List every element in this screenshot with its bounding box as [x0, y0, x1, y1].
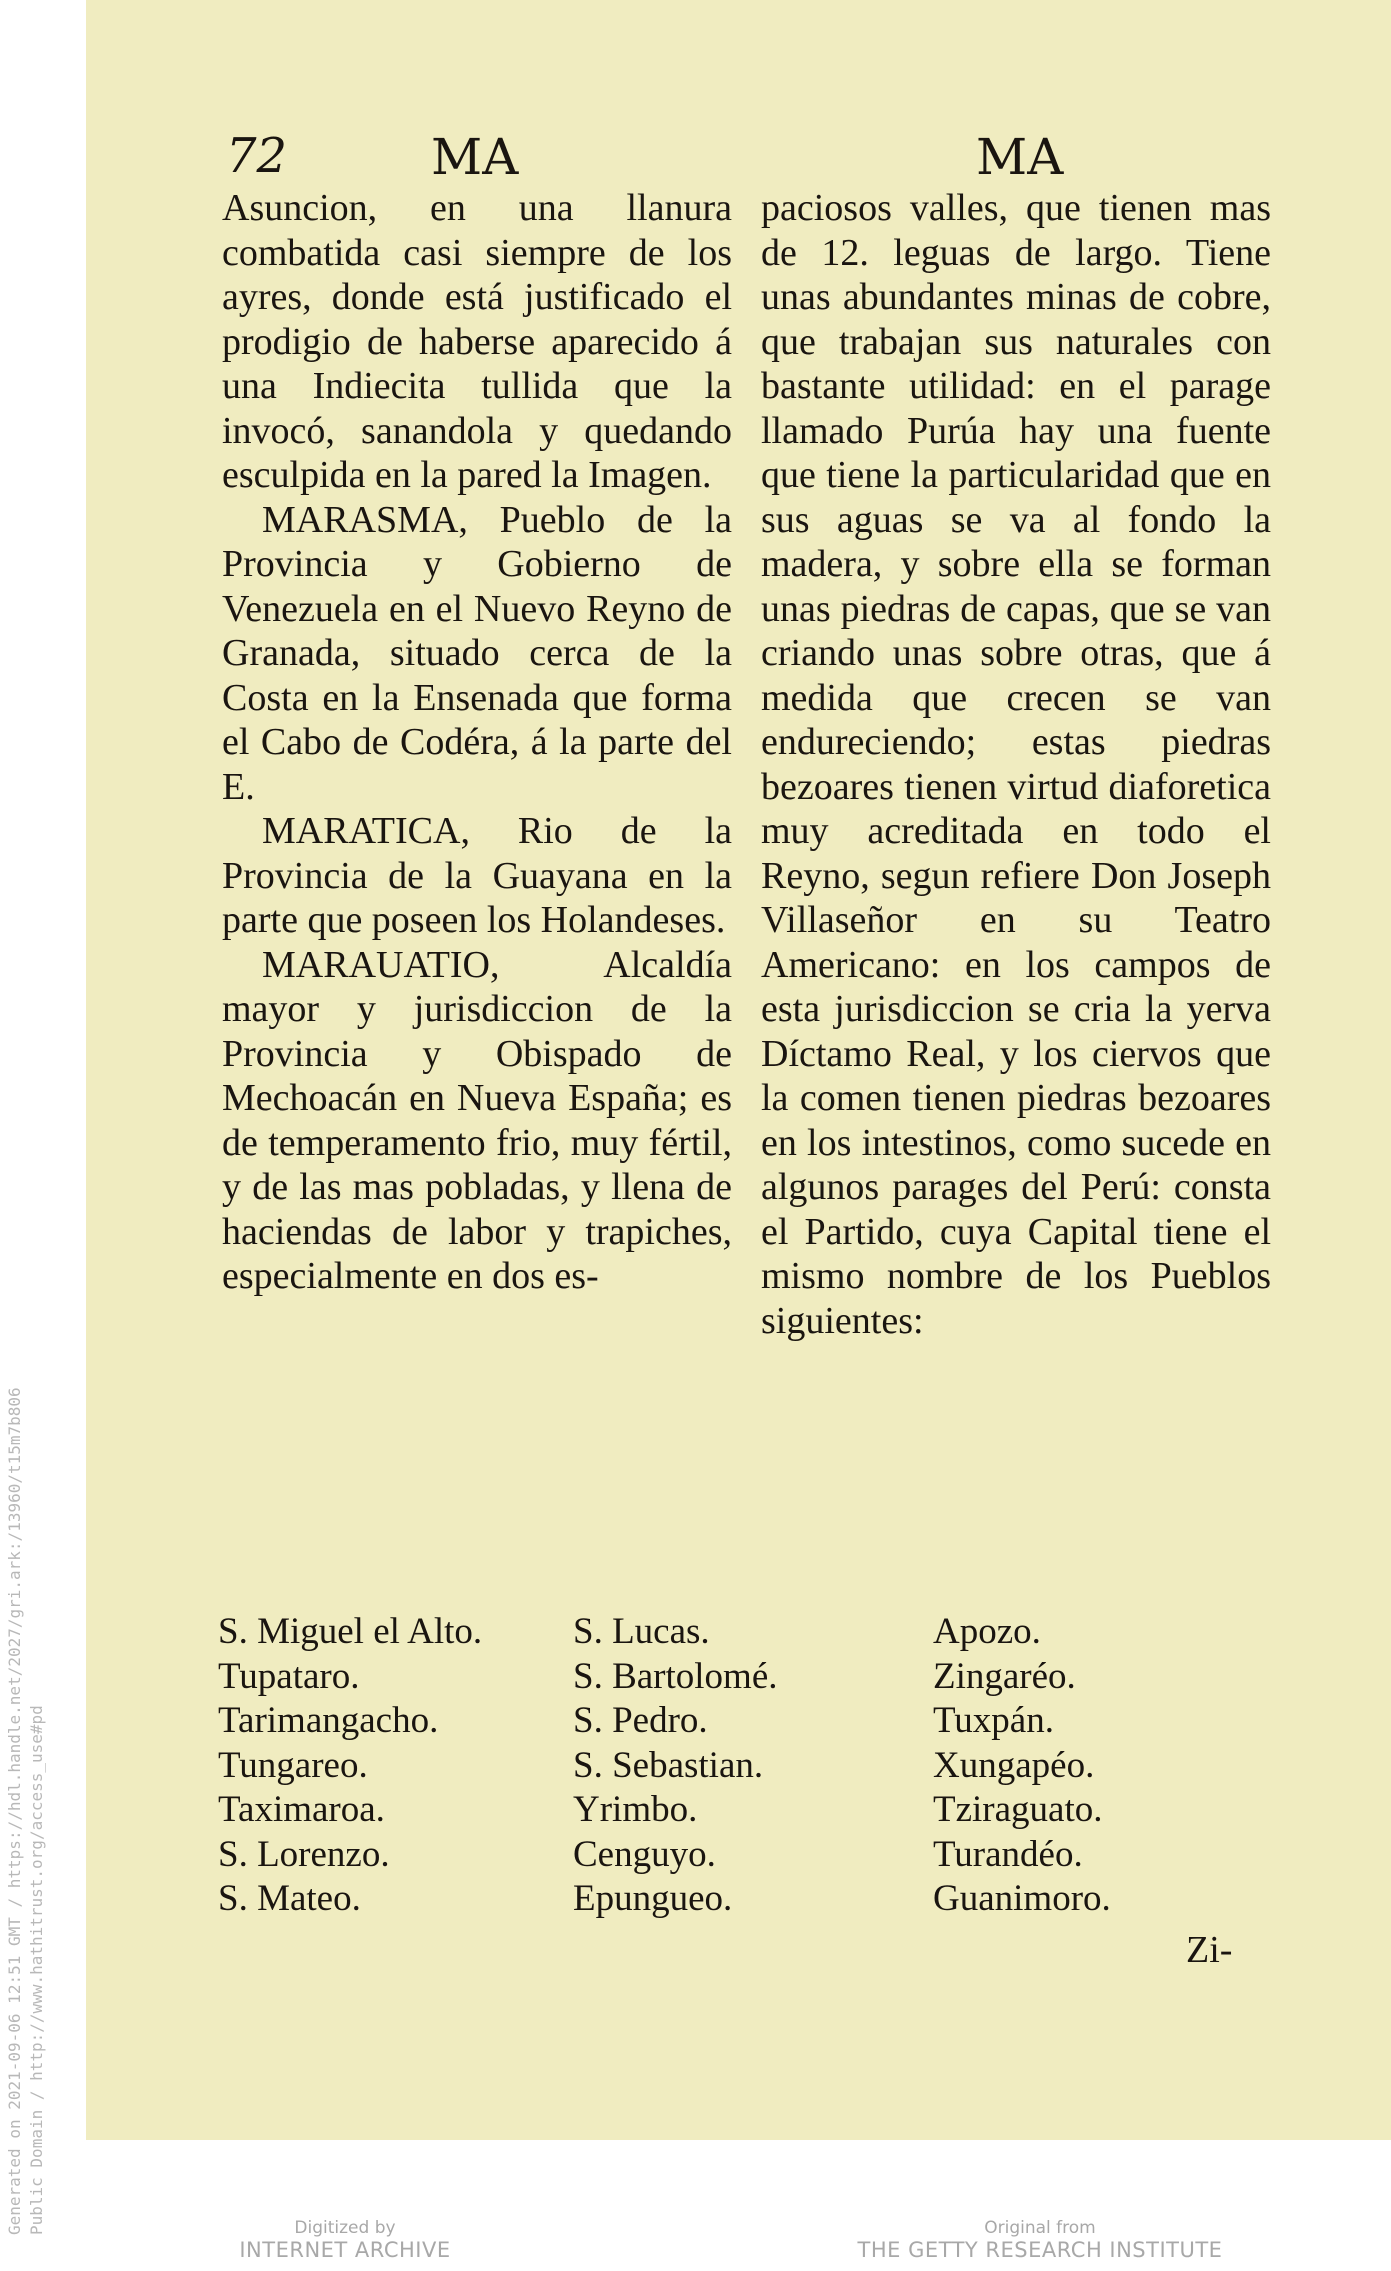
- entry-marasma: MARASMA, Pueblo de la Provincia y Gobierno de Venezuela en el Nuevo Reyno de Granada, situado cerca de la Costa en la Ensenada que forma el Cabo de Codéra, á la parte del E.: [222, 498, 732, 808]
- town-item: S. Pedro.: [573, 1700, 708, 1741]
- town-item: S. Mateo.: [218, 1878, 361, 1919]
- running-head-right: MA: [976, 128, 1064, 186]
- town-item: Taximaroa.: [218, 1789, 385, 1830]
- town-column-2: [573, 1610, 933, 1922]
- town-item: Turandéo.: [933, 1833, 1083, 1875]
- town-item: S. Sebastian.: [573, 1744, 764, 1786]
- stamp-line-generated: Generated on 2021-09-06 12:51 GMT / https://hdl.handle.net/2027/gri.ark:/13960/t15m7b806: [5, 1387, 24, 2235]
- town-item: Apozo.: [933, 1611, 1041, 1652]
- town-item: Tziraguato.: [933, 1789, 1103, 1830]
- town-item: Xungapéo.: [933, 1744, 1095, 1786]
- town-column-1: [218, 1610, 573, 1922]
- town-item: S. Miguel el Alto.: [218, 1611, 483, 1652]
- book-page: [86, 0, 1391, 2140]
- town-column-3: [933, 1610, 1233, 1922]
- paragraph-continuation: Asuncion, en una llanura combatida casi siempre de los ayres, donde está justificado el prodigio de haberse aparecido á una Indiecita tullida que la invocó, sanandola y quedando esculpida en la pared la Imagen.: [222, 187, 732, 496]
- entry-marauatio: MARAUATIO, Alcaldía mayor y jurisdiccion de la Provincia y Obispado de Mechoacán en Nueva España; es de temperamento frio, muy fértil, y de las mas pobladas, y llena de haciendas de labor y trapiches, especialmente en dos es-: [222, 943, 732, 1297]
- right-column: [761, 186, 1271, 1343]
- stamp-line-rights: Public Domain / http://www.hathitrust.org/access_use#pd: [27, 1705, 46, 2235]
- town-list: [218, 1610, 1318, 1922]
- town-item: S. Bartolomé.: [573, 1655, 778, 1697]
- town-item: Tupataro.: [218, 1655, 360, 1697]
- entry-maratica: MARATICA, Rio de la Provincia de la Guayana en la parte que poseen los Holandeses.: [222, 810, 732, 941]
- town-item: Yrimbo.: [573, 1789, 698, 1830]
- footer-original-from: [850, 2218, 1230, 2262]
- town-item: S. Lucas.: [573, 1611, 710, 1652]
- footer-digitized-by: [230, 2218, 460, 2262]
- footer-left-big: INTERNET ARCHIVE: [239, 2238, 451, 2262]
- town-item: Epungueo.: [573, 1878, 733, 1919]
- town-item: Cenguyo.: [573, 1833, 716, 1875]
- hathitrust-stamp: [4, 1387, 48, 2235]
- footer-left-small: Digitized by: [294, 2218, 396, 2238]
- town-item: Tarimangacho.: [218, 1700, 439, 1741]
- paragraph-continuation-right: paciosos valles, que tienen mas de 12. leguas de largo. Tiene unas abundantes minas de cobre, que trabajan sus naturales con bastante utilidad: en el parage llamado Purúa hay una fuente que tiene la particularidad que en sus aguas se va al fondo la madera, y sobre ella se forman unas piedras de capas, que se van criando unas sobre otras, que á medida que crecen se van endureciendo; estas piedras bezoares tienen virtud diaforetica muy acreditada en todo el Reyno, segun refiere Don Joseph Villaseñor en su Teatro Americano: en los campos de esta jurisdiccion se cria la yerva Díctamo Real, y los ciervos que la comen tienen piedras bezoares en los intestinos, como sucede en algunos parages del Perú: consta el Partido, cuya Capital tiene el mismo nombre de los Pueblos siguientes:: [761, 187, 1271, 1342]
- town-item: S. Lorenzo.: [218, 1833, 390, 1875]
- page-number: 72: [226, 128, 288, 184]
- town-item: Guanimoro.: [933, 1878, 1111, 1919]
- running-head-left: MA: [431, 128, 519, 186]
- town-item: Tuxpán.: [933, 1700, 1054, 1741]
- catchword: Zi-: [1186, 1929, 1233, 1971]
- footer-right-small: Original from: [984, 2218, 1096, 2238]
- town-item: Zingaréo.: [933, 1655, 1076, 1697]
- footer-right-big: THE GETTY RESEARCH INSTITUTE: [857, 2238, 1223, 2262]
- left-column: [222, 186, 732, 1299]
- town-item: Tungareo.: [218, 1744, 368, 1786]
